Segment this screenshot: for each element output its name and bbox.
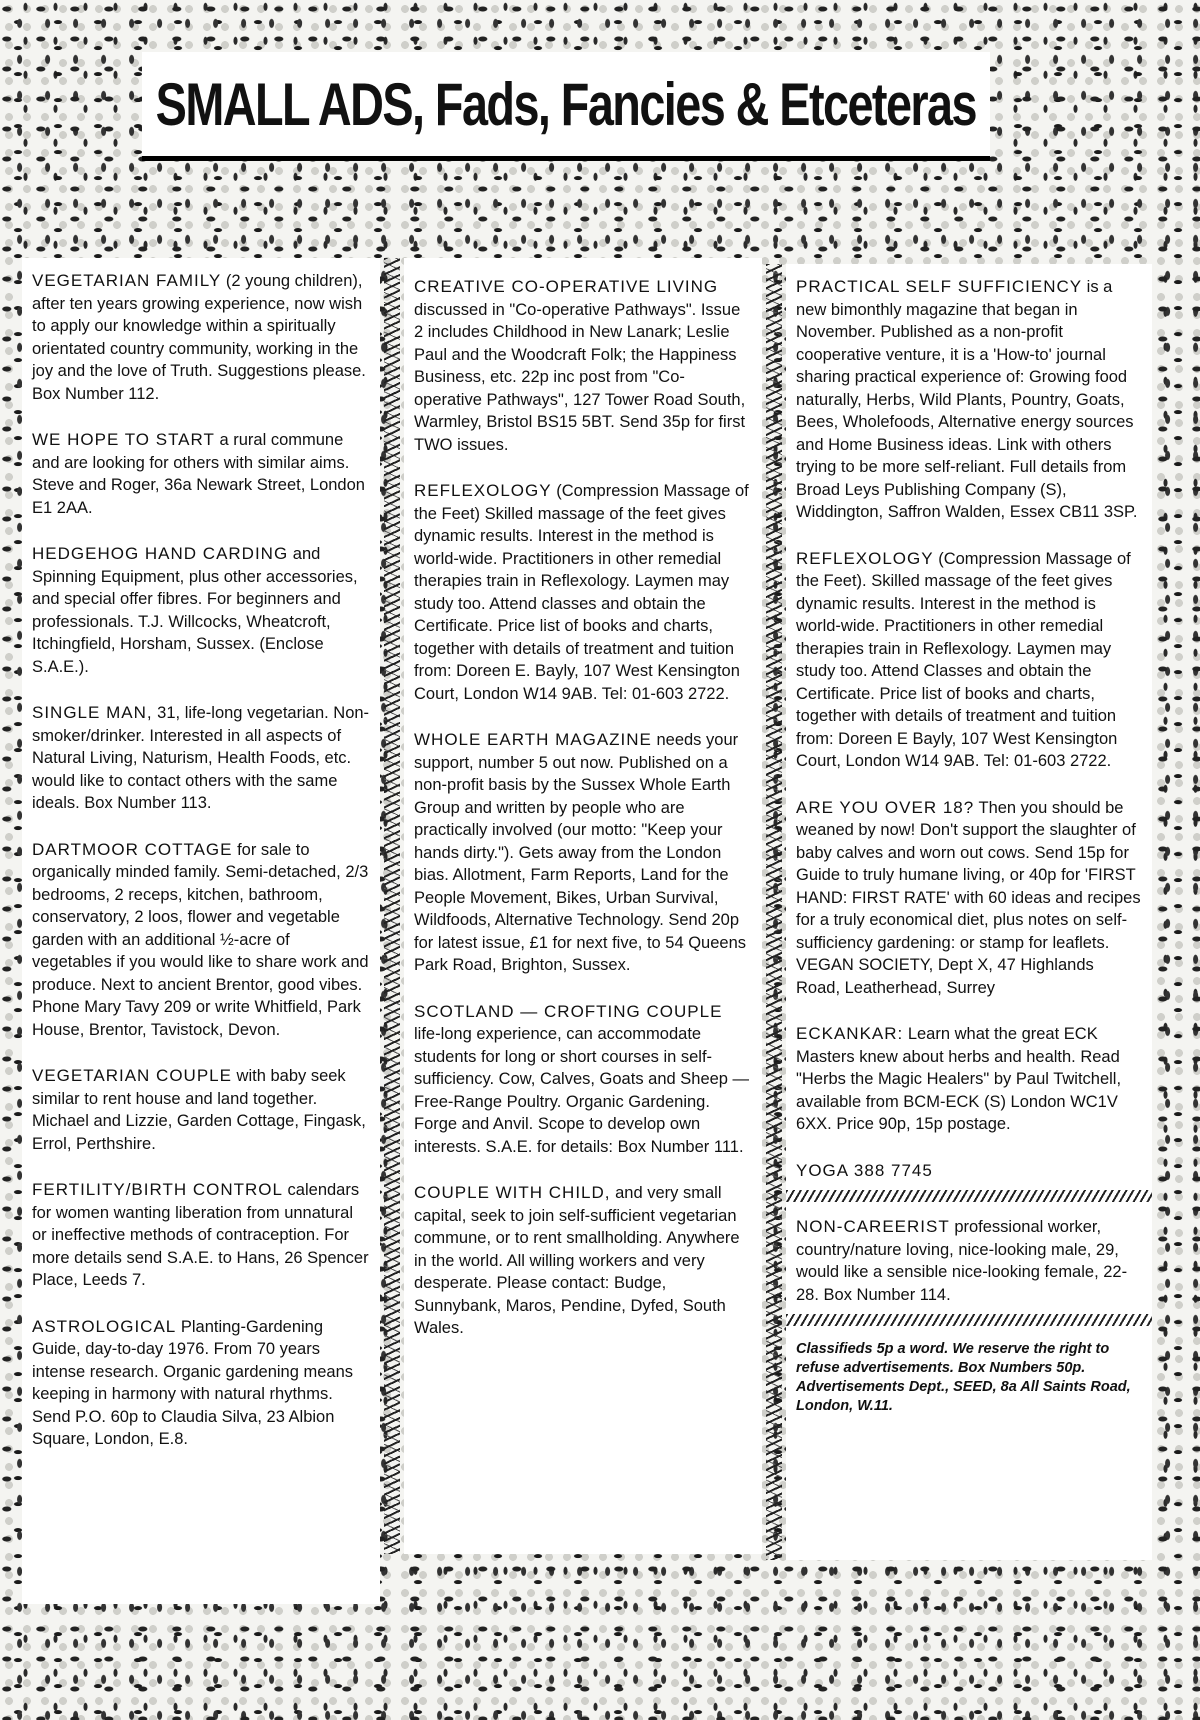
- ad-heading: PRACTICAL SELF SUFFICIENCY: [796, 277, 1083, 296]
- ad-text: with baby seek similar to rent house and land together. Michael and Lizzie, Garden Cottage, Fingask, Errol, Perthshire.: [32, 1067, 366, 1153]
- ad-heading: YOGA 388 7745: [796, 1160, 933, 1180]
- ad-heading: REFLEXOLOGY: [796, 548, 934, 568]
- ad-item: [414, 1001, 752, 1159]
- ad-text: is a new bimonthly magazine that began in November. Published as a non-profit cooperative venture, it is a 'How-to' journal sharing practical experience of: Growing food naturally, Herbs, Wild Plants, Pountry, Goats, Bees, Wholefoods, Alternative energy sources and Home Business ideas. Link with others trying to be more self-reliant. Full details from Broad Leys Publishing Company (S), Widdington, Saffron Walden, Essex CB11 3SP.: [796, 278, 1138, 521]
- ad-heading: COUPLE WITH CHILD,: [414, 1183, 611, 1202]
- ad-heading: ARE YOU OVER 18?: [796, 797, 975, 817]
- ad-text: Planting-Gardening Guide, day-to-day 1976. From 70 years intense research. Organic gardening means keeping in harmony with natural rhythms. Send P.O. 60p to Claudia Silva, 23 Albion Square, London, E.8.: [32, 1317, 354, 1448]
- ad-text: for sale to organically minded family. Semi-detached, 2/3 bedrooms, 2 receps, kitchen, bathroom, conservatory, 2 loos, flower and vegetable garden with an additional ½-acre of vegetables if you would like to share work and produce. Next to ancient Brentor, good vibes. Phone Mary Tavy 209 or write Whitfield, Park House, Brentor, Tavistock, Devon.: [32, 840, 369, 1039]
- ad-text: calendars for women wanting liberation from unnatural or ineffective methods of contraception. For more details send S.A.E. to Hans, 26 Spencer Place, Leeds 7.: [32, 1181, 369, 1289]
- ad-heading: REFLEXOLOGY: [414, 481, 552, 500]
- ad-item: [796, 548, 1142, 773]
- ad-heading: FERTILITY/BIRTH CONTROL: [32, 1180, 283, 1199]
- ad-text: and very small capital, seek to join self-sufficient vegetarian commune, or to rent smallholding. Anywhere in the world. All willing workers and very desperate. Please contact: Budge, Sunnybank, Maros, Pendine, Dyfed, South Wales.: [414, 1184, 740, 1337]
- ad-item: [414, 480, 752, 705]
- page-title: SMALL ADS, Fads, Fancies & Etceteras: [155, 70, 977, 138]
- ad-heading: ECKANKAR:: [796, 1024, 904, 1043]
- page-title-banner: [142, 52, 990, 161]
- ad-heading: NON-CAREERIST: [796, 1217, 950, 1236]
- ad-heading: SINGLE MAN,: [32, 703, 153, 722]
- ad-heading: VEGETARIAN COUPLE: [32, 1066, 232, 1085]
- ad-text: needs your support, number 5 out now. Published on a non-profit basis by the Sussex Whole Earth Group and written by people who are practically involved (our motto: "Keep your hands dirty."). Gets away from the London bias. Allotment, Farm Reports, Land for the People Movement, Bikes, Urban Survival, Wildfoods, Alternative Technology. Send 20p for latest issue, £1 for next five, to 54 Queens Park Road, Brighton, Sussex.: [414, 731, 747, 974]
- ad-text: Learn what the great ECK Masters knew about herbs and health. Read "Herbs the Magic Healers" by Paul Twitchell, available from BCM-ECK (S) London WC1V 6XX. Price 90p, 15p postage.: [796, 1025, 1122, 1133]
- ad-item: [32, 702, 370, 815]
- ad-text: and Spinning Equipment, plus other accessories, and special offer fibres. For beginners and professionals. T.J. Willcocks, Wheatcroft, Itchingfield, Horsham, Sussex. (Enclose S.A.E.).: [32, 545, 358, 676]
- ad-item: [414, 276, 752, 456]
- ad-item: [32, 1065, 370, 1155]
- ad-item: [796, 276, 1142, 524]
- ad-item: [32, 429, 370, 519]
- ad-heading: WE HOPE TO START: [32, 430, 215, 449]
- ad-heading: ASTROLOGICAL: [32, 1316, 177, 1336]
- ad-text: 31, life-long vegetarian. Non-smoker/drinker. Interested in all aspects of Natural Living, Naturism, Health Foods, etc. would like to contact others with the same ideals. Box Number 113.: [32, 704, 370, 812]
- ads-column-1: [22, 258, 380, 1604]
- ad-text: discussed in "Co-operative Pathways". Issue 2 includes Childhood in New Lanark; Leslie Paul and the Woodcraft Folk; the Happiness Business, etc. 22p inc post from "Co-operative Pathways", 127 Tower Road South, Warmley, Bristol BS15 5BT. Send 35p for first TWO issues.: [414, 300, 746, 454]
- ad-item: [414, 1182, 752, 1340]
- ad-heading: WHOLE EARTH MAGAZINE: [414, 730, 652, 749]
- ads-column-2: [404, 258, 762, 1554]
- ad-heading: CREATIVE CO-OPERATIVE LIVING: [414, 277, 719, 296]
- ad-heading: VEGETARIAN FAMILY: [32, 271, 222, 290]
- ad-item: [32, 839, 370, 1042]
- ad-item: [32, 1179, 370, 1292]
- ad-text: (Compression Massage of the Feet) Skilled massage of the feet gives dynamic results. Interest in the method is world-wide. Practitioners in other remedial therapies train in Reflexology. Laymen may study too. Attend classes and obtain the Certificate. Price list of books and charts, together with details of treatment and tuition from: Doreen E. Bayly, 107 West Kensington Court, London W14 9AB. Tel: 01-603 2722.: [414, 482, 749, 703]
- leaf-divider: [786, 1314, 1152, 1326]
- ad-item: [32, 543, 370, 678]
- ad-item: [796, 797, 1142, 1000]
- ad-text: Then you should be weaned by now! Don't support the slaughter of baby calves and worn out cows. Send 15p for Guide to truly humane living, or 40p for 'FIRST HAND: FIRST RATE' with 60 ideas and recipes for a truly economical diet, plus notes on self-sufficiency gardening: or stamp for leaflets. VEGAN SOCIETY, Dept X, 47 Highlands Road, Leatherhead, Surrey: [796, 798, 1141, 997]
- ad-item: [796, 1216, 1142, 1306]
- ad-heading: HEDGEHOG HAND CARDING: [32, 544, 289, 563]
- classifieds-notice: Classifieds 5p a word. We reserve the right to refuse advertisements. Box Numbers 50p. Advertisements Dept., SEED, 8a All Saints Road, London, W.11.: [796, 1341, 1131, 1414]
- leaf-divider: [786, 1190, 1152, 1202]
- ad-text: (Compression Massage of the Feet). Skilled massage of the feet gives dynamic results. Interest in the method is world-wide. Practitioners in other remedial therapies train in Reflexology. Laymen may study too. Attend Classes and obtain the Certificate. Price list of books and charts, together with details of treatment and tuition from: Doreen E Bayly, 107 West Kensington Court, London W14 9AB. Tel: 01-603 2722.: [796, 549, 1131, 770]
- ad-text: professional worker, country/nature loving, nice-looking male, 29, would like a sensible nice-looking female, 22-28. Box Number 114.: [796, 1218, 1128, 1304]
- ads-column-3: [786, 264, 1152, 1560]
- ad-text: a rural commune and are looking for others with similar aims. Steve and Roger, 36a Newark Street, London E1 2AA.: [32, 431, 365, 517]
- ad-item: [796, 1160, 1142, 1183]
- ad-heading: SCOTLAND — CROFTING COUPLE: [414, 1001, 723, 1021]
- ad-text: (2 young children), after ten years growing experience, now wish to apply our knowledge within a spiritually orientated country community, working in the joy and the love of Truth. Suggestions please. Box Number 112.: [32, 272, 366, 403]
- ad-heading: DARTMOOR COTTAGE: [32, 839, 233, 859]
- ad-text: life-long experience, can accommodate students for long or short courses in self-sufficiency. Cow, Calves, Goats and Sheep — Free-Range Poultry. Organic Gardening. Forge and Anvil. Scope to develop own interests. S.A.E. for details: Box Number 111.: [414, 1025, 750, 1156]
- ad-item: [414, 729, 752, 977]
- ad-item: [32, 270, 370, 405]
- ad-item: [796, 1023, 1142, 1136]
- ad-item: [32, 1316, 370, 1451]
